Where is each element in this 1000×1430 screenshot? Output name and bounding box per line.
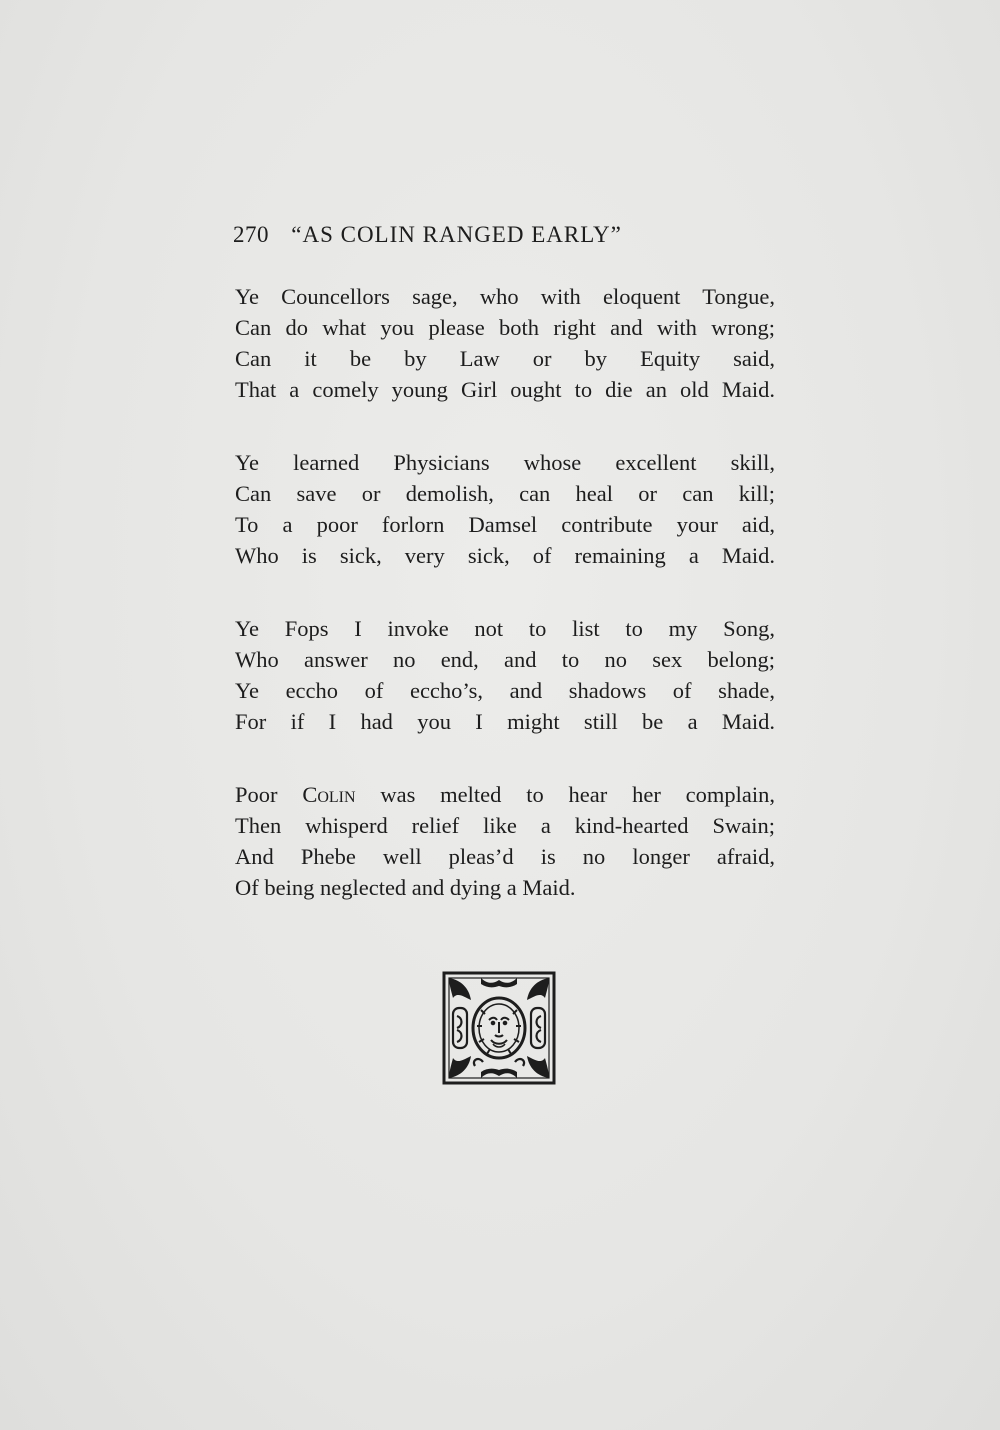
poem bbox=[235, 281, 775, 945]
stanza-4 bbox=[235, 779, 775, 903]
poem-line: Ye Fops I invoke not to list to my Song, bbox=[235, 616, 775, 641]
page-title: “AS COLIN RANGED EARLY” bbox=[291, 222, 622, 247]
poem-line: That a comely young Girl ought to die an old Maid. bbox=[235, 377, 775, 402]
stanza-2 bbox=[235, 447, 775, 571]
name-colin: Colin bbox=[302, 782, 356, 807]
poem-line: Ye eccho of eccho’s, and shadows of shade, bbox=[235, 678, 775, 703]
poem-line: Can save or demolish, can heal or can kill; bbox=[235, 481, 775, 506]
poem-line: Who is sick, very sick, of remaining a Maid. bbox=[235, 543, 775, 568]
page-number: 270 bbox=[233, 222, 269, 247]
poem-line-before: Poor bbox=[235, 782, 303, 807]
poem-line: For if I had you I might still be a Maid. bbox=[235, 709, 775, 734]
poem-line bbox=[235, 779, 775, 810]
poem-line: Of being neglected and dying a Maid. bbox=[235, 875, 576, 900]
poem-line: Can it be by Law or by Equity said, bbox=[235, 346, 775, 371]
poem-line: Ye learned Physicians whose excellent skill, bbox=[235, 450, 775, 475]
poem-line: Then whisperd relief like a kind-hearted Swain; bbox=[235, 813, 775, 838]
lion-head-ornament-icon bbox=[441, 970, 557, 1086]
poem-line: Can do what you please both right and with wrong; bbox=[235, 315, 775, 340]
poem-line-after: was melted to hear her complain, bbox=[355, 782, 775, 807]
stanza-1 bbox=[235, 281, 775, 405]
poem-line: And Phebe well pleas’d is no longer afraid, bbox=[235, 844, 775, 869]
stanza-3 bbox=[235, 613, 775, 737]
poem-line: Ye Councellors sage, who with eloquent Tongue, bbox=[235, 284, 775, 309]
poem-line: Who answer no end, and to no sex belong; bbox=[235, 647, 775, 672]
poem-line: To a poor forlorn Damsel contribute your aid, bbox=[235, 512, 775, 537]
running-head bbox=[233, 222, 622, 248]
